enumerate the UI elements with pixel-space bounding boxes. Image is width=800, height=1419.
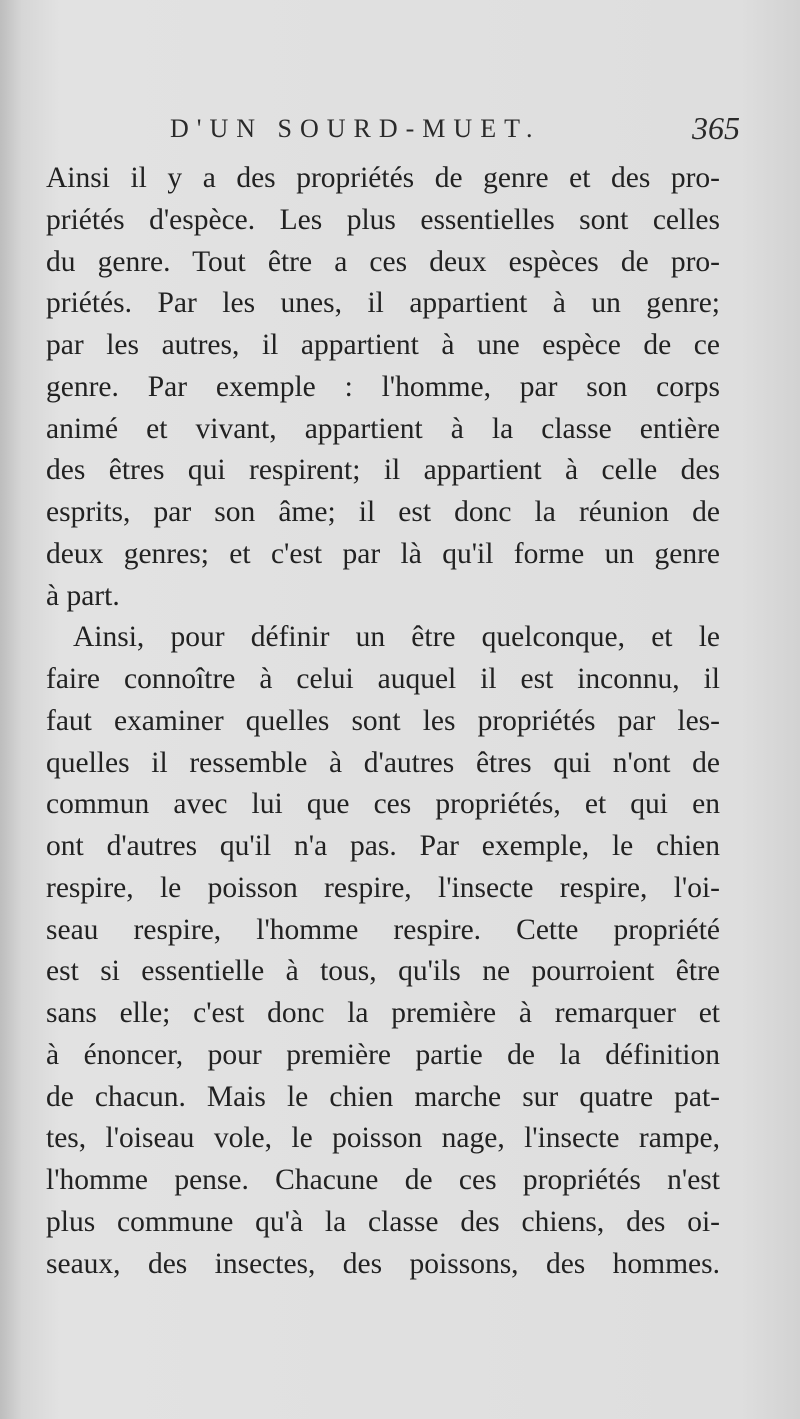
running-head — [160, 110, 740, 150]
text-line: faire connoître à celui auquel il est inconnu, il — [46, 663, 720, 695]
text-line: seau respire, l'homme respire. Cette propriété — [46, 913, 720, 946]
text-line: Ainsi il y a des propriétés de genre et des pro- — [46, 162, 720, 194]
page-number: 365 — [692, 110, 740, 146]
text-line: esprits, par son âme; il est donc la réunion de — [46, 496, 720, 528]
running-title: D'UN SOURD-MUET. — [170, 114, 541, 143]
text-line: tes, l'oiseau vole, le poisson nage, l'insecte rampe, — [46, 1122, 720, 1155]
text-line: plus commune qu'à la classe des chiens, des oi- — [46, 1205, 720, 1238]
text-line: Ainsi, pour définir un être quelconque, et le — [73, 621, 720, 654]
text-line: des êtres qui respirent; il appartient à celle des — [46, 454, 720, 487]
text-line: genre. Par exemple : l'homme, par son corps — [46, 370, 720, 403]
text-line: sans elle; c'est donc la première à remarquer et — [46, 997, 720, 1029]
text-line: deux genres; et c'est par là qu'il forme un genre — [46, 537, 720, 570]
text-line: ont d'autres qu'il n'a pas. Par exemple, le chien — [46, 830, 720, 862]
text-line: commun avec lui que ces propriétés, et qui en — [46, 788, 720, 821]
text-line: respire, le poisson respire, l'insecte respire, l'oi- — [46, 871, 720, 904]
text-line: seaux, des insectes, des poissons, des hommes. — [46, 1247, 720, 1280]
text-line: animé et vivant, appartient à la classe entière — [46, 412, 720, 445]
text-line: par les autres, il appartient à une espèce de ce — [46, 329, 720, 361]
text-line: à part. — [46, 579, 120, 612]
text-line: priétés. Par les unes, il appartient à un genre; — [46, 287, 720, 320]
text-line: à énoncer, pour première partie de la définition — [46, 1038, 720, 1071]
text-line: l'homme pense. Chacune de ces propriétés n'est — [46, 1164, 720, 1196]
text-line: quelles il ressemble à d'autres êtres qui n'ont de — [46, 746, 720, 779]
text-line: priétés d'espèce. Les plus essentielles sont celles — [46, 203, 720, 236]
text-line: est si essentielle à tous, qu'ils ne pourroient être — [46, 955, 720, 988]
text-line: de chacun. Mais le chien marche sur quatre pat- — [46, 1080, 720, 1113]
body-text — [46, 158, 720, 1285]
text-line: du genre. Tout être a ces deux espèces de pro- — [46, 245, 720, 278]
text-line: faut examiner quelles sont les propriétés par les- — [46, 704, 720, 737]
